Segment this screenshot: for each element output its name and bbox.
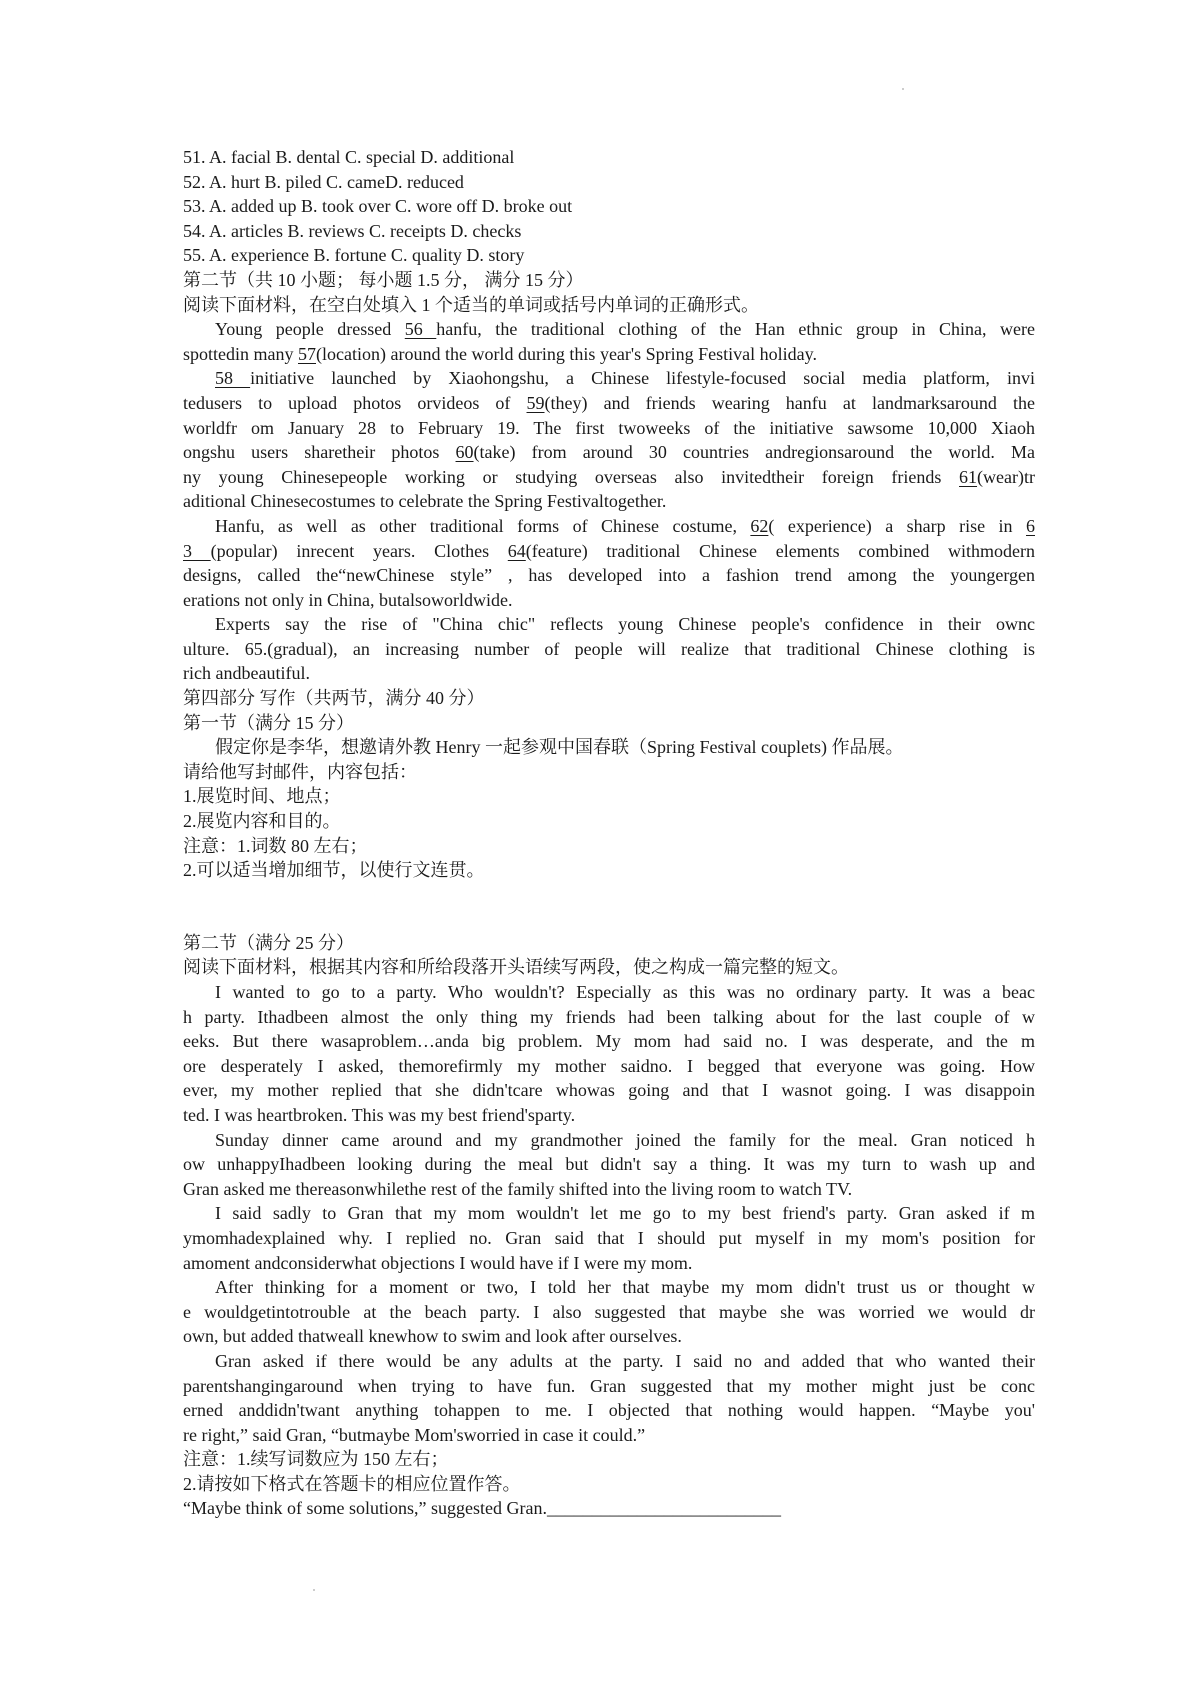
- text-line: I wanted to go to a party. Who wouldn't? Especially as this was no ordinary party. It was a beac: [215, 982, 1035, 1002]
- story-paragraph-5: [183, 1349, 1035, 1447]
- text-line: Hanfu, as well as other traditional forms of Chinese costume, 62( experience) a sharp rise in 6: [215, 515, 1035, 536]
- text-line: 3 (popular) inrecent years. Clothes 64(feature) traditional Chinese elements combined withmodern: [183, 540, 1035, 561]
- continuation-note: 2.请按如下格式在答题卡的相应位置作答。: [183, 1473, 521, 1494]
- text-line: eeks. But there wasaproblem…anda big problem. My mom had said no. I was desperate, and the m: [183, 1031, 1035, 1052]
- text-line: ow unhappyIhadbeen looking during the meal but didn't say a thing. It was my turn to wash up and: [183, 1154, 1035, 1175]
- text-line: ongshu users sharetheir photos 60(take) from around 30 countries andregionsaround the world. Ma: [183, 442, 1035, 463]
- question-51-options: 51. A. facial B. dental C. special D. additional: [183, 147, 515, 167]
- writing-section-1-heading: 第一节（满分 15 分）: [183, 712, 354, 733]
- blank-56: 56: [404, 319, 437, 340]
- question-55-options: 55. A. experience B. fortune C. quality D. story: [183, 245, 525, 266]
- text-line: aditional Chinesecostumes to celebrate the Spring Festivaltogether.: [183, 491, 667, 512]
- text-line: Gran asked me thereasonwhilethe rest of the family shifted into the living room to watch TV.: [183, 1178, 853, 1199]
- story-paragraph-1: [183, 980, 1035, 1128]
- story-paragraph-4: [183, 1275, 1035, 1349]
- text-line: Young people dressed 56 hanfu, the traditional clothing of the Han ethnic group in China, were: [215, 319, 1035, 340]
- writing-section-2-heading: 第二节（满分 25 分）: [183, 932, 354, 953]
- writing-task-item: 1.展览时间、地点；: [183, 786, 341, 807]
- scan-speck: [313, 1589, 315, 1591]
- text-line: parentshangingaround when trying to have fun. Gran suggested that my mother might just be conc: [183, 1375, 1035, 1396]
- text-line: worldfr om January 28 to February 19. The first twoweeks of the initiative sawsome 10,000 Xiaoh: [183, 417, 1035, 438]
- part-4-heading: 第四部分 写作（共两节，满分 40 分）: [183, 688, 485, 709]
- cloze-paragraph-1: [183, 317, 1035, 366]
- text-line: amoment andconsiderwhat objections I would have if I were my mom.: [183, 1252, 693, 1273]
- question-options-51-55: [183, 145, 1035, 268]
- section-2-heading: 第二节（共 10 小题； 每小题 1.5 分， 满分 15 分）: [183, 269, 584, 290]
- blank-57: 57: [298, 343, 316, 364]
- text-line: ore desperately I asked, themorefirmly my mother saidno. I begged that everyone was going. How: [183, 1055, 1035, 1076]
- text-line: ymomhadexplained why. I replied no. Gran said that I should put myself in my mom's position for: [183, 1227, 1035, 1248]
- question-52-options: 52. A. hurt B. piled C. cameD. reduced: [183, 171, 464, 192]
- text-line: spottedin many 57(location) around the world during this year's Spring Festival holiday.: [183, 343, 817, 364]
- cloze-paragraph-3: [183, 514, 1035, 612]
- writing-note: 2.可以适当增加细节，以使行文连贯。: [183, 860, 485, 881]
- story-paragraph-3: [183, 1201, 1035, 1275]
- text-line: own, but added thatweall knewhow to swim and look after ourselves.: [183, 1326, 682, 1347]
- story-paragraph-2: [183, 1128, 1035, 1202]
- blank-63: 6: [1026, 515, 1035, 536]
- text-line: I said sadly to Gran that my mom wouldn't let me go to my best friend's party. Gran asked if m: [215, 1203, 1035, 1224]
- blank-62: 62: [750, 515, 769, 536]
- question-54-options: 54. A. articles B. reviews C. receipts D. checks: [183, 220, 522, 241]
- text-line: Experts say the rise of "China chic" reflects young Chinese people's confidence in their ownc: [215, 614, 1035, 635]
- text-line: Sunday dinner came around and my grandmother joined the family for the meal. Gran noticed h: [215, 1129, 1035, 1150]
- blank-61: 61: [959, 466, 978, 487]
- spacer: [183, 883, 1035, 931]
- cloze-paragraph-4: [183, 612, 1035, 686]
- text-line: tedusers to upload photos orvideos of 59(they) and friends wearing hanfu at landmarksaround the: [183, 392, 1035, 413]
- text-line: Gran asked if there would be any adults at the party. I said no and added that who wanted their: [215, 1350, 1035, 1371]
- writing-task-line: 请给他写封邮件，内容包括：: [183, 761, 417, 782]
- blank-60: 60: [455, 442, 474, 463]
- text-line: ted. I was heartbroken. This was my best friend'sparty.: [183, 1104, 576, 1125]
- continuation-prompt: “Maybe think of some solutions,” suggested Gran.__________________________: [183, 1498, 781, 1519]
- text-line: designs, called the“newChinese style” , has developed into a fashion trend among the youngergen: [183, 565, 1035, 586]
- page-content: [183, 145, 1035, 1521]
- writing-section-2-instruction: 阅读下面材料，根据其内容和所给段落开头语续写两段，使之构成一篇完整的短文。: [183, 957, 849, 978]
- blank-58: 58: [215, 368, 251, 389]
- text-line: re right,” said Gran, “butmaybe Mom'sworried in case it could.”: [183, 1424, 646, 1445]
- text-line: e wouldgetintotrouble at the beach party. I also suggested that maybe she was worried we would dr: [183, 1301, 1035, 1322]
- text-line: erations not only in China, butalsoworldwide.: [183, 589, 513, 610]
- blank-59: 59: [526, 392, 545, 413]
- text-line: ulture. 65.(gradual), an increasing number of people will realize that traditional Chinese clothing is: [183, 638, 1035, 659]
- text-line: 58 initiative launched by Xiaohongshu, a Chinese lifestyle-focused social media platform, invi: [215, 368, 1036, 389]
- continuation-note: 注意：1.续写词数应为 150 左右；: [183, 1449, 449, 1470]
- writing-task-item: 2.展览内容和目的。: [183, 811, 341, 832]
- text-line: rich andbeautiful.: [183, 663, 310, 684]
- text-line: ny young Chinesepeople working or studying overseas also invitedtheir foreign friends 61(wear)tr: [183, 466, 1035, 487]
- blank-64: 64: [507, 540, 526, 561]
- text-line: ever, my mother replied that she didn'tcare whowas going and that I wasnot going. I was disappoin: [183, 1080, 1035, 1101]
- section-2-instruction: 阅读下面材料，在空白处填入 1 个适当的单词或括号内单词的正确形式。: [183, 294, 759, 315]
- cloze-paragraph-2: [183, 366, 1035, 514]
- writing-note: 注意：1.词数 80 左右；: [183, 835, 368, 856]
- writing-task-line: 假定你是李华，想邀请外教 Henry 一起参观中国春联（Spring Festival couplets) 作品展。: [215, 737, 904, 758]
- text-line: h party. Ithadbeen almost the only thing my friends had been talking about for the last couple of w: [183, 1006, 1035, 1027]
- blank-63-cont: 3: [183, 540, 211, 561]
- question-53-options: 53. A. added up B. took over C. wore off D. broke out: [183, 196, 573, 217]
- scan-speck: [902, 88, 904, 90]
- text-line: After thinking for a moment or two, I told her that maybe my mom didn't trust us or thought w: [215, 1277, 1035, 1298]
- text-line: erned anddidn'twant anything tohappen to me. I objected that nothing would happen. “Maybe you': [183, 1400, 1035, 1421]
